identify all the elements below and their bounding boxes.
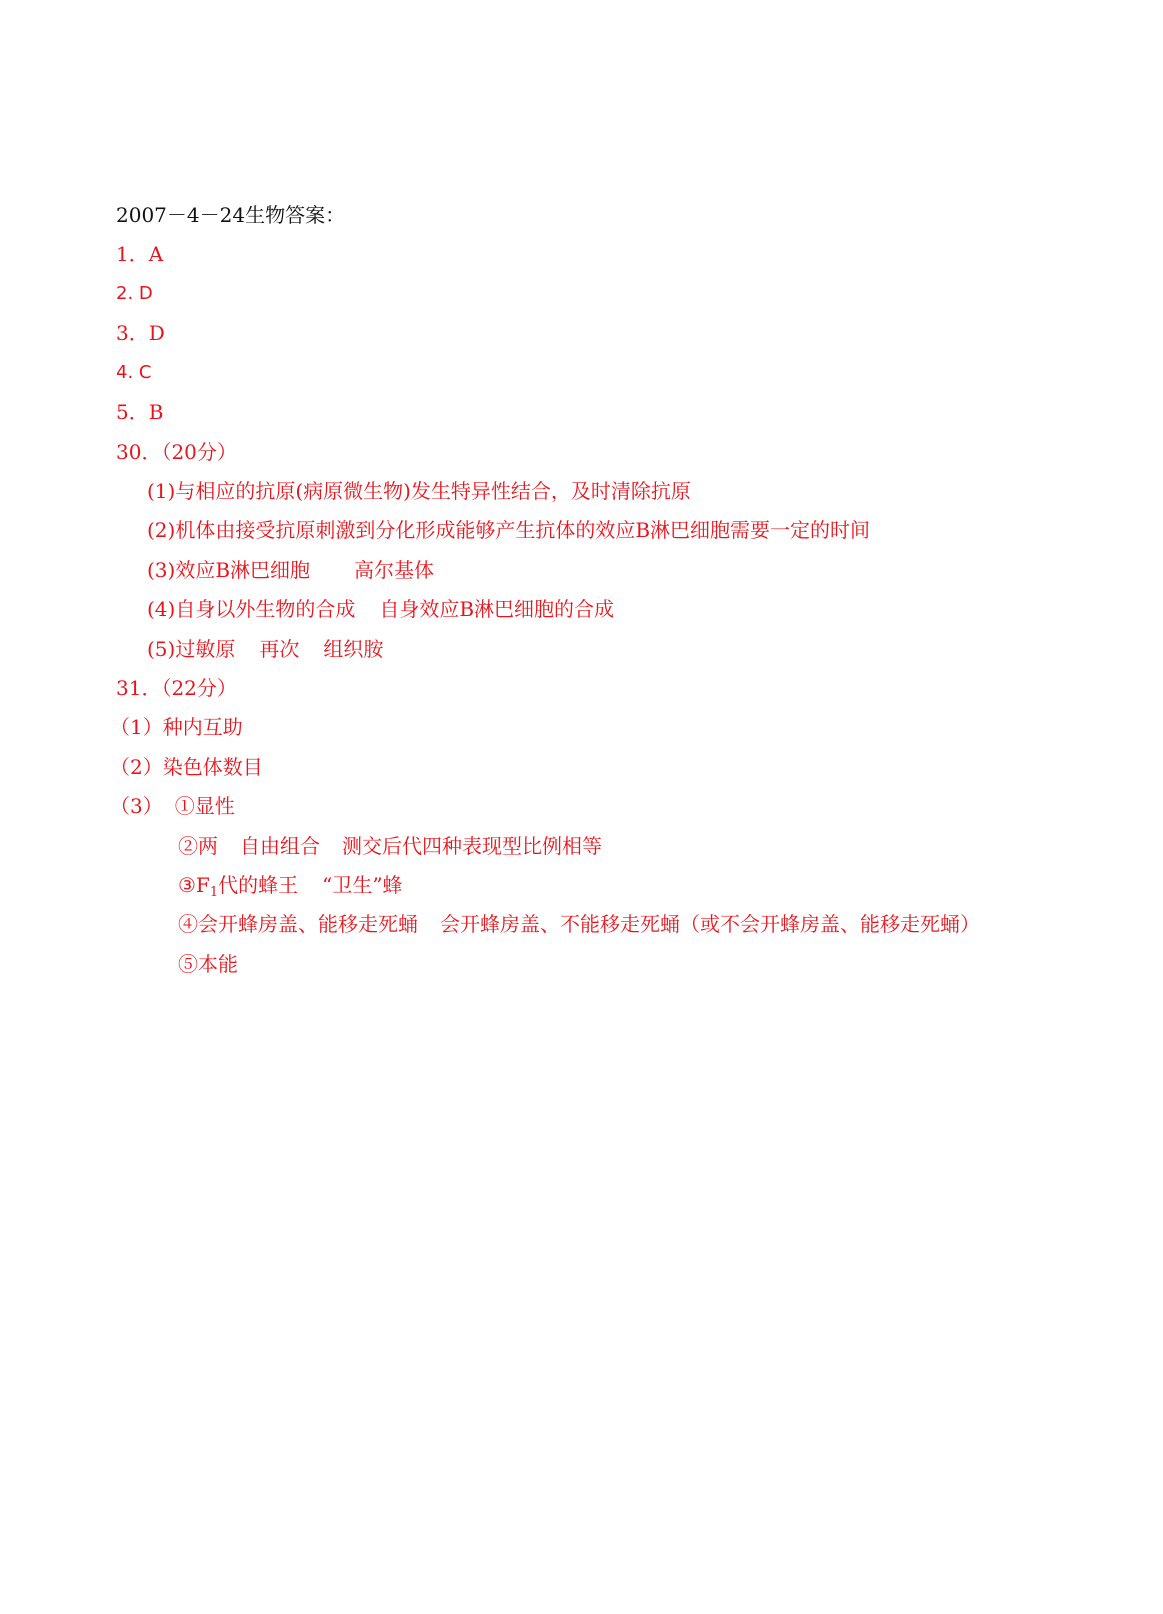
answer-value: D: [138, 283, 153, 304]
q31-sub-2-part-a: ②两: [178, 834, 218, 858]
q31-sub-3-part-b: “卫生”蜂: [322, 873, 403, 897]
q30-answer-4-part-b: 自身效应B淋巴细胞的合成: [379, 597, 615, 621]
answer-5: [116, 400, 163, 424]
subscript-1: 1: [209, 885, 219, 900]
q30-answer-3: [147, 558, 434, 582]
q31-sub-3-rest: 代的蜂王: [218, 873, 299, 897]
q31-sub-3: [178, 873, 403, 900]
q30-answer-5-part-b: 再次: [259, 637, 300, 661]
question-number: 2.: [116, 283, 134, 304]
question-number: 3．: [116, 321, 149, 345]
answer-4: [116, 361, 152, 385]
q31-sub-3-prefix: ③F: [178, 873, 210, 897]
q31-answer-1: （1）种内互助: [110, 715, 243, 739]
question-number: 4.: [116, 362, 134, 383]
question-number: 5．: [116, 400, 149, 424]
q30-answer-5-part-c: 组织胺: [323, 637, 384, 661]
answer-value: D: [148, 321, 165, 345]
question-31-heading: 31．（22分）: [116, 676, 237, 700]
q30-answer-5: [147, 637, 383, 661]
q30-answer-2: (2)机体由接受抗原刺激到分化形成能够产生抗体的效应B淋巴细胞需要一定的时间: [147, 518, 871, 542]
q31-answer-3: [110, 794, 235, 818]
q31-answer-3-label: （3）: [110, 794, 163, 818]
q31-sub-5: ⑤本能: [178, 952, 238, 976]
answer-2: [116, 282, 153, 306]
q30-answer-4: [147, 597, 614, 621]
answer-value: C: [138, 362, 152, 383]
page-title: 2007－4－24生物答案：: [116, 203, 346, 227]
answer-3: [116, 321, 165, 345]
answer-value: B: [148, 400, 164, 424]
q31-sub-1: ①显性: [174, 794, 235, 818]
q30-answer-1: (1)与相应的抗原(病原微生物)发生特异性结合，及时清除抗原: [147, 479, 691, 503]
q30-answer-3-part-b: 高尔基体: [354, 558, 435, 582]
q31-sub-2: [178, 834, 602, 858]
q31-sub-2-part-b: 自由组合: [240, 834, 320, 858]
q31-sub-4-part-b: 会开蜂房盖、不能移走死蛹（或不会开蜂房盖、能移走死蛹）: [440, 912, 980, 936]
q30-answer-5-part-a: (5)过敏原: [147, 637, 236, 661]
q30-answer-3-part-a: (3)效应B淋巴细胞: [147, 558, 311, 582]
q30-answer-4-part-a: (4)自身以外生物的合成: [147, 597, 356, 621]
question-30-heading: 30．（20分）: [116, 440, 237, 464]
q31-sub-4-part-a: ④会开蜂房盖、能移走死蛹: [178, 912, 418, 936]
q31-sub-4: [178, 912, 980, 936]
q31-sub-2-part-c: 测交后代四种表现型比例相等: [342, 834, 602, 858]
answer-value: A: [148, 242, 164, 266]
q31-answer-2: （2）染色体数目: [110, 755, 263, 779]
answer-1: [116, 242, 163, 266]
question-number: 1．: [116, 242, 149, 266]
